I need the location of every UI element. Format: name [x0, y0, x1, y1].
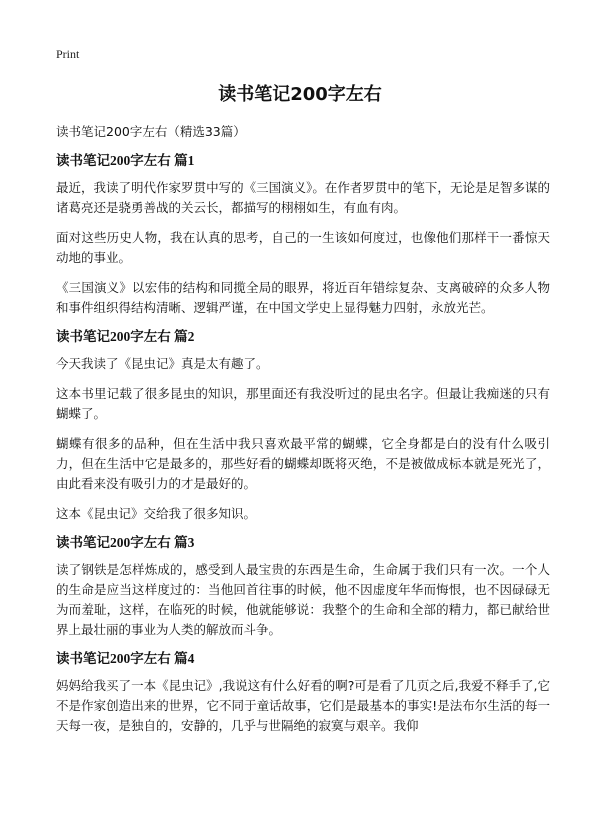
page-title: 读书笔记200字左右 — [218, 84, 382, 105]
section-heading: 读书笔记200字左右 篇3 — [56, 535, 195, 550]
print-label: Print — [56, 47, 80, 61]
section-1 — [56, 152, 550, 318]
section-3 — [56, 534, 550, 640]
paragraph: 这本《昆虫记》交给我了很多知识。 — [56, 506, 257, 521]
paragraph: 最近，我读了明代作家罗贯中写的《三国演义》。在作者罗贯中的笔下，无论是足智多谋的诸葛亮还是骁勇善战的关云长，都描写的栩栩如生，有血有肉。 — [56, 180, 550, 215]
section-2 — [56, 328, 550, 524]
article-body — [56, 146, 550, 746]
paragraph: 《三国演义》以宏伟的结构和同揽全局的眼界，将近百年错综复杂、支离破碎的众多人物和事件组织得结构清晰、逻辑严谨，在中国文学史上显得魅力四射，永放光芒。 — [56, 280, 550, 315]
paragraph: 面对这些历史人物，我在认真的思考，自己的一生该如何度过，也像他们那样干一番惊天动地的事业。 — [56, 230, 550, 265]
paragraph: 今天我读了《昆虫记》真是太有趣了。 — [56, 356, 269, 371]
paragraph: 蝴蝶有很多的品种，但在生活中我只喜欢最平常的蝴蝶，它全身都是白的没有什么吸引力，但在生活中它是最多的，那些好看的蝴蝶却既将灭绝，不是被做成标本就是死光了，由此看来没有吸引力的才是最好的。 — [56, 436, 550, 491]
paragraph: 这本书里记载了很多昆虫的知识，那里面还有我没听过的昆虫名字。但最让我痴迷的只有蝴蝶了。 — [56, 386, 550, 421]
section-heading: 读书笔记200字左右 篇1 — [56, 153, 195, 168]
paragraph: 读了钢铁是怎样炼成的，感受到人最宝贵的东西是生命，生命属于我们只有一次。一个人的生命是应当这样度过的：当他回首往事的时候，他不因虚度年华而悔恨，也不因碌碌无为而羞耻，这样，在临死的时候，他就能够说：我整个的生命和全部的精力，都已献给世界上最壮丽的事业为人类的解放而斗争。 — [56, 562, 550, 637]
section-4 — [56, 650, 550, 736]
section-heading: 读书笔记200字左右 篇2 — [56, 329, 195, 344]
page-subtitle: 读书笔记200字左右（精选33篇） — [56, 124, 246, 139]
section-heading: 读书笔记200字左右 篇4 — [56, 651, 195, 666]
paragraph: 妈妈给我买了一本《昆虫记》,我说这有什么好看的啊?可是看了几页之后,我爱不释手了,它不是作家创造出来的世界，它不同于童话故事，它们是最基本的事实!是法布尔生活的每一天每一夜，是独自的，安静的，几乎与世隔绝的寂寞与艰辛。我仰 — [56, 678, 550, 733]
